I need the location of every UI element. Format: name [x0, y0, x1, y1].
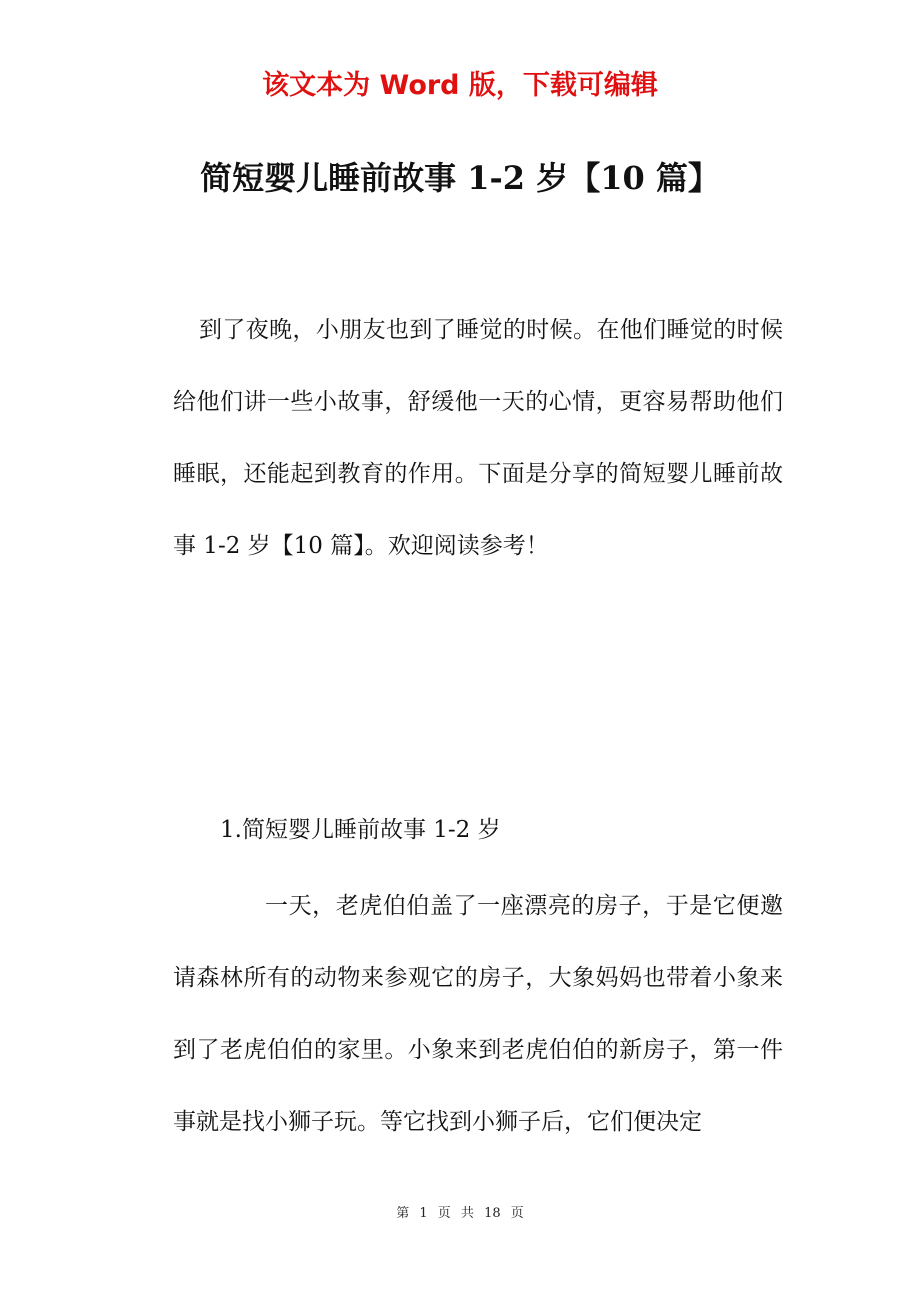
- footer-label-page: 第: [396, 1206, 410, 1221]
- footer-label-of: 页 共: [437, 1206, 474, 1221]
- word-version-banner: 该文本为 Word 版，下载可编辑: [262, 70, 658, 101]
- footer-label-end: 页: [510, 1206, 524, 1221]
- story-paragraph: 一天，老虎伯伯盖了一座漂亮的房子，于是它便邀请森林所有的动物来参观它的房子，大象妈妈也带着小象来到了老虎伯伯的家里。小象来到老虎伯伯的新房子，第一件事就是找小狮子玩。等它找到小狮子后，它们便决定: [173, 893, 783, 1135]
- footer-total-pages: 18: [484, 1206, 501, 1221]
- page-footer: [0, 1204, 920, 1224]
- intro-paragraph: 到了夜晚，小朋友也到了睡觉的时候。在他们睡觉的时候给他们讲一些小故事，舒缓他一天的心情，更容易帮助他们睡眠，还能起到教育的作用。下面是分享的简短婴儿睡前故事 1-2 岁【10 篇】。欢迎阅读参考！: [173, 317, 783, 559]
- section-heading: 1.简短婴儿睡前故事 1-2 岁: [220, 817, 501, 843]
- footer-page-number: 1: [419, 1206, 428, 1221]
- page-title: 简短婴儿睡前故事 1-2 岁【10 篇】: [200, 159, 720, 197]
